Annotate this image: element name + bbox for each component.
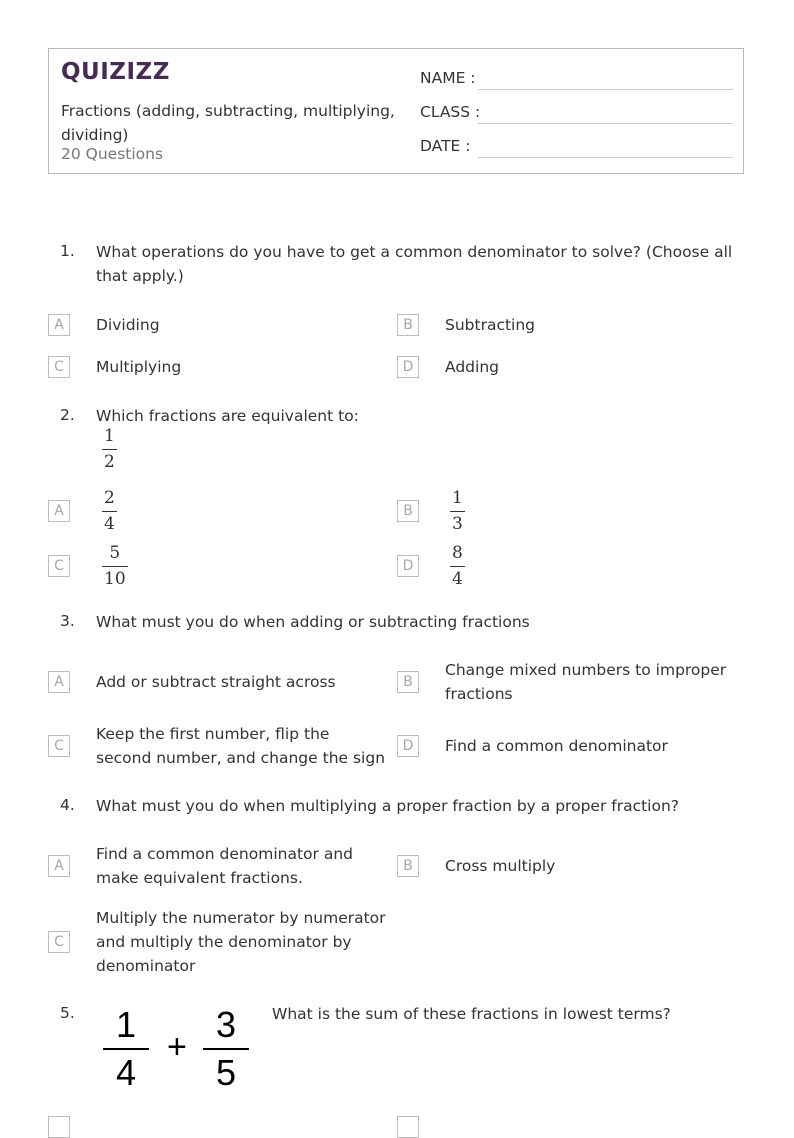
option-a-text: Add or subtract straight across	[96, 673, 336, 691]
date-label: DATE :	[420, 137, 471, 155]
numerator: 3	[215, 1004, 237, 1045]
fraction-bar	[103, 1048, 149, 1050]
option-a-fraction	[102, 488, 117, 534]
option-d-box[interactable]: D	[397, 356, 419, 378]
question-text: What must you do when multiplying a proper fraction by a proper fraction?	[96, 797, 680, 815]
question-text: What operations do you have to get a common denominator to solve? (Choose all that apply.)	[96, 243, 733, 285]
option-b-text: Cross multiply	[445, 857, 556, 875]
fraction-bar	[450, 566, 465, 567]
option-c-box[interactable]: C	[48, 555, 70, 577]
question-number: 2.	[60, 406, 75, 424]
numerator: 1	[115, 1004, 137, 1045]
date-line[interactable]	[478, 157, 733, 158]
option-a-text: Dividing	[96, 316, 160, 334]
class-line[interactable]	[478, 123, 733, 124]
denominator: 2	[104, 452, 115, 472]
question-number: 4.	[60, 796, 75, 814]
expression-fraction-a	[103, 1006, 149, 1092]
option-c-box[interactable]: C	[48, 735, 70, 757]
option-a-text: Find a common denominator and make equivalent fractions.	[96, 845, 353, 887]
numerator: 1	[104, 426, 115, 446]
question-number: 1.	[60, 242, 75, 260]
fraction-bar	[102, 566, 128, 567]
option-c-fraction	[102, 543, 128, 589]
question-text: Which fractions are equivalent to:	[96, 407, 359, 425]
numerator: 8	[452, 543, 463, 563]
worksheet-header	[48, 48, 744, 174]
denominator: 4	[452, 569, 463, 589]
question-count: 20 Questions	[61, 145, 164, 163]
option-c-box[interactable]: C	[48, 356, 70, 378]
question-text: What must you do when adding or subtracting fractions	[96, 613, 530, 631]
question-text: What is the sum of these fractions in lowest terms?	[272, 1005, 671, 1023]
option-d-box[interactable]: D	[397, 735, 419, 757]
denominator: 4	[115, 1052, 137, 1093]
option-c-box[interactable]: C	[48, 931, 70, 953]
fraction-bar	[102, 449, 117, 450]
quizizz-logo: QUIZIZZ	[61, 59, 170, 85]
name-line[interactable]	[478, 89, 733, 90]
name-label: NAME :	[420, 69, 476, 87]
denominator: 10	[104, 569, 126, 589]
option-c-text: Multiply the numerator by numerator and multiply the denominator by denominator	[96, 909, 386, 975]
fraction-bar	[203, 1048, 249, 1050]
expression-fraction-b	[203, 1006, 249, 1092]
option-d-fraction	[450, 543, 465, 589]
option-b-text: Subtracting	[445, 316, 536, 334]
option-d-box[interactable]: D	[397, 555, 419, 577]
option-b-box[interactable]: B	[397, 314, 419, 336]
option-a-box[interactable]: A	[48, 671, 70, 693]
option-a-box[interactable]	[48, 1116, 70, 1138]
plus-operator: +	[167, 1028, 187, 1066]
question-number: 5.	[60, 1004, 75, 1022]
class-label: CLASS :	[420, 103, 481, 121]
option-b-box[interactable]: B	[397, 671, 419, 693]
question-fraction	[102, 426, 117, 472]
option-b-box[interactable]: B	[397, 855, 419, 877]
option-b-text: Change mixed numbers to improper fractions	[445, 661, 727, 703]
option-a-box[interactable]: A	[48, 855, 70, 877]
question-number: 3.	[60, 612, 75, 630]
option-d-text: Find a common denominator	[445, 737, 668, 755]
fraction-bar	[450, 511, 465, 512]
numerator: 2	[104, 488, 115, 508]
option-c-text: Multiplying	[96, 358, 182, 376]
option-d-text: Adding	[445, 358, 499, 376]
denominator: 5	[215, 1052, 237, 1093]
option-a-box[interactable]: A	[48, 314, 70, 336]
worksheet-title: Fractions (adding, subtracting, multiplying, dividing)	[61, 102, 395, 144]
option-b-box[interactable]	[397, 1116, 419, 1138]
option-a-box[interactable]: A	[48, 500, 70, 522]
option-b-box[interactable]: B	[397, 500, 419, 522]
numerator: 5	[109, 543, 121, 563]
denominator: 3	[452, 514, 463, 534]
option-b-fraction	[450, 488, 465, 534]
denominator: 4	[104, 514, 115, 534]
option-c-text: Keep the first number, flip the second number, and change the sign	[96, 725, 386, 767]
fraction-bar	[102, 511, 117, 512]
numerator: 1	[452, 488, 463, 508]
